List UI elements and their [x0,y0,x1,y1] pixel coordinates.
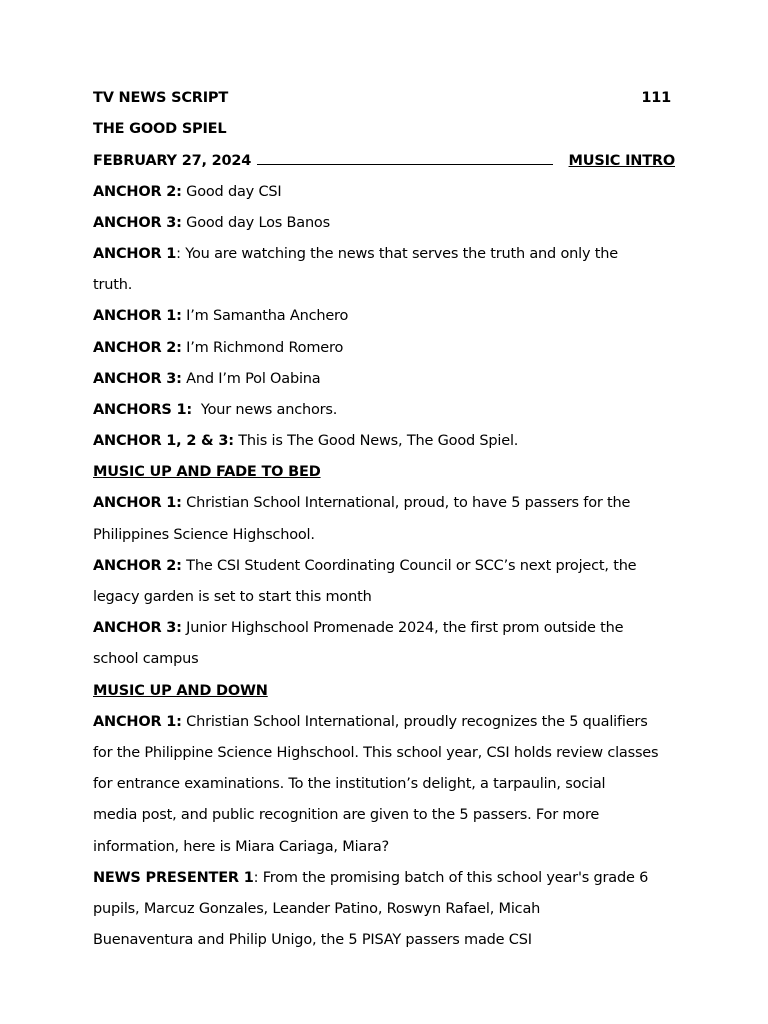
dialogue-text: Christian School International, proud, to have 5 passers for the [181,495,631,512]
dialogue-text: The CSI Student Coordinating Council or SCC’s next project, the [181,557,637,574]
script-line [93,429,675,460]
speaker-label: ANCHOR 1 [93,245,177,262]
speaker-label: NEWS PRESENTER 1 [93,869,254,886]
script-line [93,710,675,741]
script-line [93,273,675,304]
dialogue-text: for entrance examinations. To the institution’s delight, a tarpaulin, social [93,776,606,793]
script-date: FEBRUARY 27, 2024 [93,153,252,170]
speaker-label: ANCHOR 3: [93,370,182,387]
dialogue-text: information, here is Miara Cariaga, Miara? [93,838,390,855]
dialogue-text: media post, and public recognition are given to the 5 passers. For more [93,807,600,824]
dialogue-text: Your news anchors. [192,401,338,418]
script-line [93,616,675,647]
script-title: TV NEWS SCRIPT [93,90,229,106]
music-cue: MUSIC UP AND FADE TO BED [93,464,321,481]
dialogue-text: : From the promising batch of this school year's grade 6 [253,869,649,886]
dialogue-text: Buenaventura and Philip Unigo, the 5 PISAY passers made CSI [93,932,532,949]
dialogue-text: school campus [93,651,199,668]
script-line [93,180,675,211]
script-page [93,86,675,959]
dialogue-text: for the Philippine Science Highschool. This school year, CSI holds review classes [93,744,659,761]
script-line [93,928,675,959]
music-cue: MUSIC UP AND DOWN [93,682,268,699]
page-number: 111 [641,90,671,106]
script-line [93,336,675,367]
script-line [93,835,675,866]
speaker-label: ANCHOR 1: [93,308,182,325]
script-line [93,741,675,772]
speaker-label: ANCHOR 2: [93,557,182,574]
script-line [93,647,675,678]
dialogue-text: truth. [93,277,133,294]
show-name: THE GOOD SPIEL [93,121,227,138]
date-line [93,148,675,179]
dialogue-text: Junior Highschool Promenade 2024, the first prom outside the [181,620,624,637]
dialogue-text: Good day CSI [181,183,282,200]
dialogue-text: pupils, Marcuz Gonzales, Leander Patino, Roswyn Rafael, Micah [93,900,541,917]
date-rule [257,148,552,165]
script-line [93,803,675,834]
music-intro-cue: MUSIC INTRO [568,153,675,170]
speaker-label: ANCHOR 1, 2 & 3: [93,433,234,450]
dialogue-text: : You are watching the news that serves the truth and only the [176,245,618,262]
script-line [93,772,675,803]
speaker-label: ANCHOR 3: [93,620,182,637]
script-line [93,242,675,273]
script-line [93,491,675,522]
dialogue-text: This is The Good News, The Good Spiel. [233,433,519,450]
script-line [93,211,675,242]
speaker-label: ANCHOR 2: [93,339,182,356]
script-line [93,866,675,897]
speaker-label: ANCHORS 1: [93,401,193,418]
dialogue-text: Good day Los Banos [181,214,330,231]
dialogue-text: legacy garden is set to start this month [93,589,372,605]
dialogue-text: And I’m Pol Oabina [181,370,321,387]
script-body [93,180,675,960]
dialogue-text: Philippines Science Highschool. [93,526,315,543]
speaker-label: ANCHOR 2: [93,183,182,200]
speaker-label: ANCHOR 3: [93,214,182,231]
dialogue-text: I’m Samantha Anchero [181,308,349,325]
dialogue-text: I’m Richmond Romero [181,339,344,356]
speaker-label: ANCHOR 1: [93,495,182,512]
script-line [93,897,675,928]
script-line [93,304,675,335]
dialogue-text: Christian School International, proudly recognizes the 5 qualifiers [181,713,648,730]
script-header [93,86,675,117]
script-line [93,523,675,554]
script-line [93,554,675,585]
speaker-label: ANCHOR 1: [93,713,182,730]
script-line [93,398,675,429]
script-line [93,585,675,616]
script-line [93,367,675,398]
